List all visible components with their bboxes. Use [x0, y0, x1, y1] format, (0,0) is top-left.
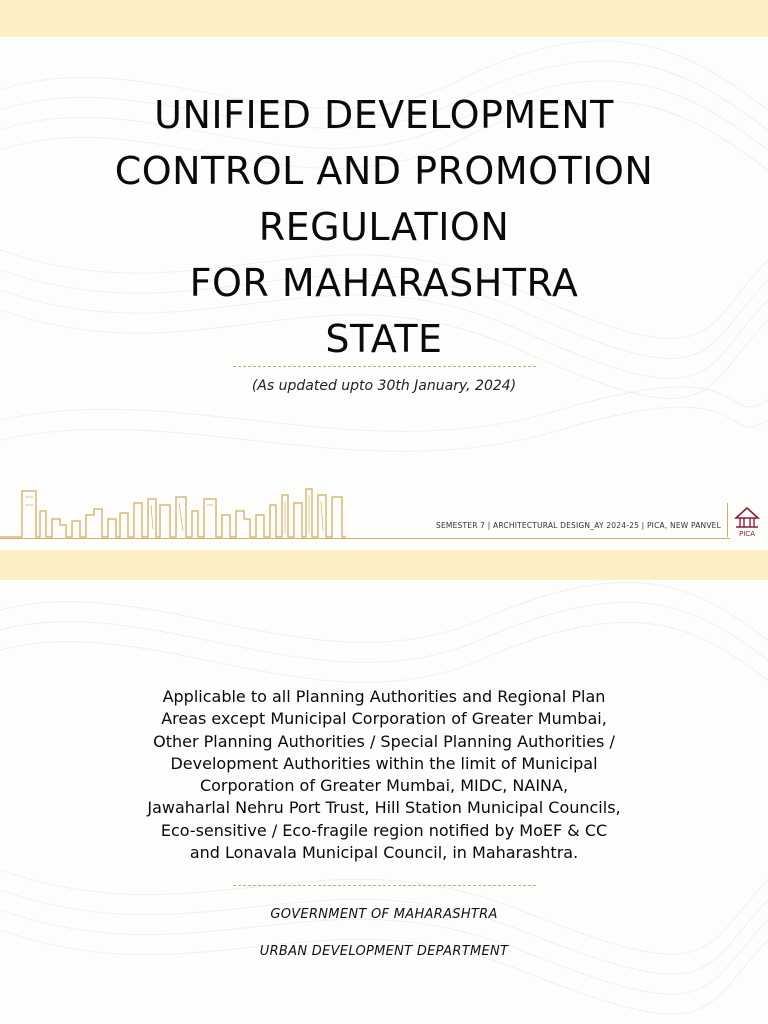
applicability-statement [104, 686, 664, 864]
title-line: CONTROL AND PROMOTION [114, 149, 654, 193]
footer-rule [0, 538, 730, 539]
document-title [24, 87, 744, 367]
statement-line: Jawaharlal Nehru Port Trust, Hill Station Municipal Councils, [147, 798, 621, 818]
statement-line: Other Planning Authorities / Special Planning Authorities / [153, 731, 615, 751]
title-line: UNIFIED DEVELOPMENT [154, 93, 614, 137]
title-line: FOR MAHARASHTRA [189, 261, 579, 305]
city-skyline-illustration [0, 485, 360, 541]
statement-line: Corporation of Greater Mumbai, MIDC, NAINA, [199, 776, 569, 796]
statement-line: and Lonavala Municipal Council, in Maharashtra. [189, 843, 579, 863]
pica-logo-icon [732, 505, 762, 539]
government-label: GOVERNMENT OF MAHARASHTRA [270, 907, 498, 922]
update-date-subtitle: (As updated upto 30th January, 2024) [251, 378, 517, 394]
statement-divider [233, 885, 536, 886]
department-label: URBAN DEVELOPMENT DEPARTMENT [259, 944, 509, 959]
statement-line: Applicable to all Planning Authorities and Regional Plan [162, 687, 606, 706]
title-line: REGULATION [258, 205, 510, 249]
statement-line: Areas except Municipal Corporation of Greater Mumbai, [161, 709, 607, 729]
title-divider [233, 366, 536, 367]
course-footer: SEMESTER 7 | ARCHITECTURAL DESIGN_AY 2024-25 | PICA, NEW PANVEL [436, 521, 721, 530]
title-line: STATE [325, 317, 443, 361]
applicability-slide [0, 550, 768, 1024]
statement-line: Development Authorities within the limit of Municipal [170, 753, 598, 773]
statement-line: Eco-sensitive / Eco-fragile region notified by MoEF & CC [160, 820, 608, 840]
svg-text:PICA: PICA [739, 530, 755, 538]
logo-divider [727, 503, 728, 537]
